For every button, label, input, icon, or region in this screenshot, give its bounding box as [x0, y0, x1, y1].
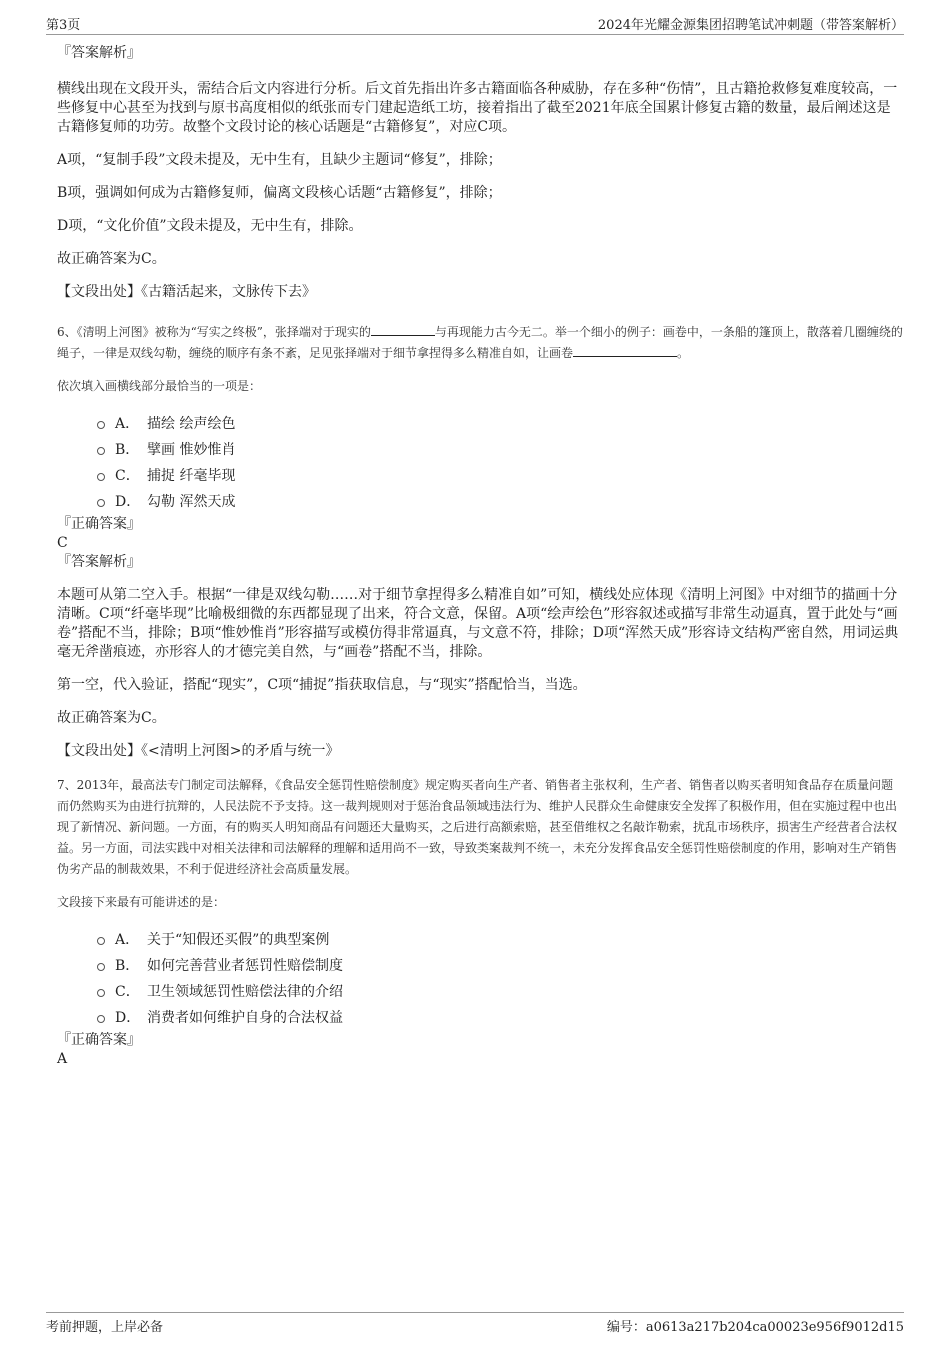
document-code: 编号：a0613a217b204ca00023e956f9012d15: [606, 1320, 904, 1335]
radio-icon[interactable]: [97, 937, 105, 945]
option-a[interactable]: A． 描绘 绘声绘色: [57, 411, 903, 437]
page-number: 第3页: [46, 18, 81, 33]
question-7-options: [57, 927, 903, 1031]
analysis-conclusion: 故正确答案为C。: [57, 251, 166, 267]
page-content: [57, 44, 903, 1069]
option-d[interactable]: D． 消费者如何维护自身的合法权益: [57, 1005, 903, 1031]
correct-answer: C: [57, 535, 68, 551]
footer-slogan: 考前押题，上岸必备: [46, 1320, 164, 1335]
fill-blank-1: [371, 322, 435, 336]
analysis-text: 本题可从第二空入手。根据“一律是双线勾勒……对于细节拿捏得多么精准自如”可知，横线处应体现《清明上河图》中对细节的描画十分清晰。C项“纤毫毕现”比喻极细微的东西都显现了出来，符合文意，保留。A项“绘声绘色”形容叙述或描写非常生动逼真，置于此处与“画卷”搭配不当，排除；B项“惟妙惟肖”形容描写或模仿得非常逼真，与文意不符，排除；D项“浑然天成”形容诗文结构严密自然，用词运典毫无斧凿痕迹，亦形容人的才德完美自然，与“画卷”搭配不当，排除。: [57, 587, 899, 660]
option-b[interactable]: B． 擘画 惟妙惟肖: [57, 437, 903, 463]
radio-icon[interactable]: [97, 963, 105, 971]
analysis-option-d: D项，“文化价值”文段未提及，无中生有，排除。: [57, 218, 363, 234]
option-c[interactable]: C． 捕捉 纤毫毕现: [57, 463, 903, 489]
text-source: 【文段出处】《古籍活起来，文脉传下去》: [57, 284, 316, 300]
analysis-first-blank: 第一空，代入验证，搭配“现实”，C项“捕捉”指获取信息，与“现实”搭配恰当，当选。: [57, 677, 587, 693]
question-6-stem: 6、《清明上河图》被称为“写实之终极”，张择端对于现实的 与再现能力古今无二。举一个细小的例子：画卷中，一条船的篷顶上，散落着几圈缠绕的绳子，一律是双线勾勒，缠绕的顺序有条不紊，足见张择端对于细节拿捏得多么精准自如，让画卷 。: [57, 322, 903, 364]
option-b[interactable]: B． 如何完善营业者惩罚性赔偿制度: [57, 953, 903, 979]
page-header: [46, 14, 904, 35]
correct-answer: A: [57, 1051, 68, 1067]
option-d[interactable]: D． 勾勒 浑然天成: [57, 489, 903, 515]
question-7-prompt: 文段接下来最有可能讲述的是：: [57, 895, 226, 909]
analysis-option-b: B项，强调如何成为古籍修复师，偏离文段核心话题“古籍修复”，排除；: [57, 185, 502, 201]
analysis-text: 横线出现在文段开头，需结合后文内容进行分析。后文首先指出许多古籍面临各种威胁，存在多种“伤情”，且古籍抢救修复难度较高，一些修复中心甚至为找到与原书高度相似的纸张而专门建起造纸工坊，接着指出了截至2021年底全国累计修复古籍的数量，最后阐述这是古籍修复师的功劳。故整个文段讨论的核心话题是“古籍修复”，对应C项。: [57, 81, 898, 135]
page-footer: [46, 1312, 904, 1336]
radio-icon[interactable]: [97, 499, 105, 507]
radio-icon[interactable]: [97, 421, 105, 429]
radio-icon[interactable]: [97, 473, 105, 481]
question-7-stem: 7、2013年，最高法专门制定司法解释，《食品安全惩罚性赔偿制度》规定购买者向生产者、销售者主张权利，生产者、销售者以购买者明知食品存在质量问题而仍然购买为由进行抗辩的，人民法院不予支持。这一裁判规则对于惩治食品领域违法行为、维护人民群众生命健康安全发挥了积极作用，但在实施过程中也出现了新情况、新问题。一方面，有的购买人明知商品有问题还大量购买，之后进行高额索赔，甚至借维权之名敲诈勒索，扰乱市场秩序，损害生产经营者合法权益。另一方面，司法实践中对相关法律和司法解释的理解和适用尚不一致，导致类案裁判不统一，未充分发挥食品安全惩罚性赔偿制度的作用，影响对生产销售伪劣产品的制裁效果，不利于促进经济社会高质量发展。: [57, 778, 898, 876]
radio-icon[interactable]: [97, 989, 105, 997]
question-6-prompt: 依次填入画横线部分最恰当的一项是：: [57, 379, 262, 393]
analysis-label: 『答案解析』: [57, 45, 141, 61]
fill-blank-2: [573, 343, 677, 357]
radio-icon[interactable]: [97, 447, 105, 455]
question-6-options: [57, 411, 903, 515]
correct-answer-label: 『正确答案』: [57, 1032, 141, 1048]
option-c[interactable]: C． 卫生领域惩罚性赔偿法律的介绍: [57, 979, 903, 1005]
document-title: 2024年光耀金源集团招聘笔试冲刺题（带答案解析）: [597, 18, 904, 33]
option-a[interactable]: A． 关于“知假还买假”的典型案例: [57, 927, 903, 953]
analysis-conclusion: 故正确答案为C。: [57, 710, 166, 726]
correct-answer-label: 『正确答案』: [57, 516, 141, 532]
analysis-label: 『答案解析』: [57, 554, 141, 570]
radio-icon[interactable]: [97, 1015, 105, 1023]
text-source: 【文段出处】《<清明上河图>的矛盾与统一》: [57, 743, 340, 759]
analysis-option-a: A项，“复制手段”文段未提及，无中生有，且缺少主题词“修复”，排除；: [57, 152, 502, 168]
